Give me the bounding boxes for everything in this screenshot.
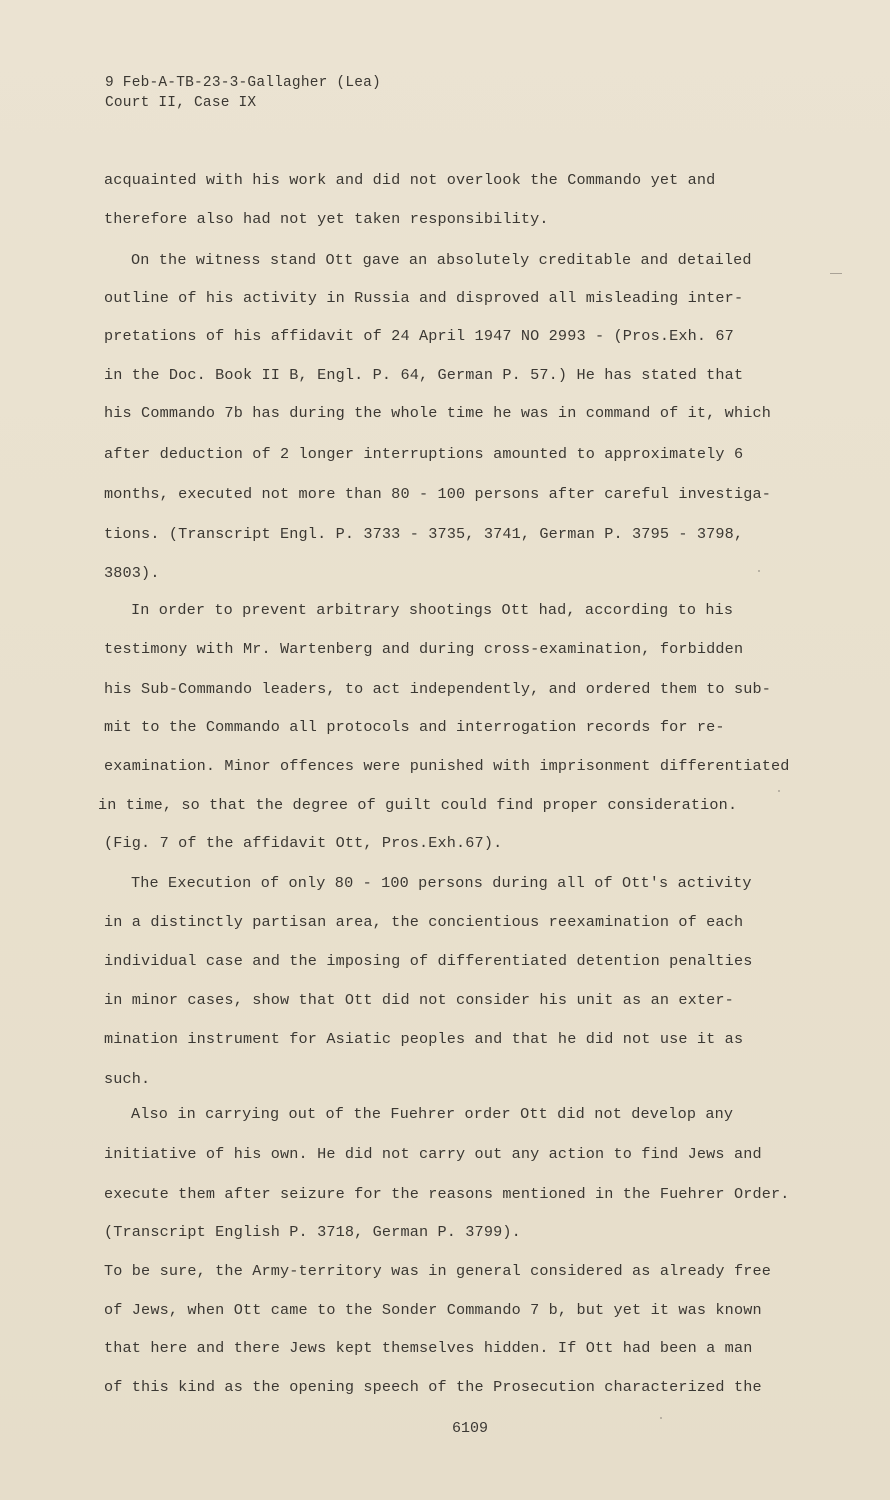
text-line: of Jews, when Ott came to the Sonder Commando 7 b, but yet it was known [104,1301,762,1319]
text-line: after deduction of 2 longer interruptions amounted to approximately 6 [104,445,744,463]
text-line: in time, so that the degree of guilt could find proper consideration. [98,796,738,814]
text-line: acquainted with his work and did not overlook the Commando yet and [104,171,716,189]
text-line: therefore also had not yet taken responsibility. [104,210,549,228]
page-number: 6109 [452,1420,489,1437]
text-line: outline of his activity in Russia and disproved all misleading inter- [104,289,744,307]
text-line: (Transcript English P. 3718, German P. 3799). [104,1223,521,1241]
paper-speck [830,273,842,274]
text-line: (Fig. 7 of the affidavit Ott, Pros.Exh.67). [104,834,503,852]
text-line: months, executed not more than 80 - 100 persons after careful investiga- [104,485,772,503]
header-court: Court II, Case IX [105,95,257,111]
text-line: of this kind as the opening speech of the Prosecution characterized the [104,1378,762,1396]
text-line: that here and there Jews kept themselves hidden. If Ott had been a man [104,1339,753,1357]
text-line: such. [104,1070,151,1088]
text-line: his Commando 7b has during the whole time he was in command of it, which [104,404,772,422]
text-line: execute them after seizure for the reasons mentioned in the Fuehrer Order. [104,1185,790,1203]
text-line: his Sub-Commando leaders, to act independently, and ordered them to sub- [104,680,772,698]
paper-speck [758,570,760,572]
paper-speck [778,790,780,792]
text-line: in minor cases, show that Ott did not consider his unit as an exter- [104,991,734,1009]
text-line: mit to the Commando all protocols and interrogation records for re- [104,718,725,736]
text-line: mination instrument for Asiatic peoples and that he did not use it as [104,1030,744,1048]
header-reference: 9 Feb-A-TB-23-3-Gallagher (Lea) [105,75,381,91]
text-line: pretations of his affidavit of 24 April 1947 NO 2993 - (Pros.Exh. 67 [104,327,734,345]
text-line: The Execution of only 80 - 100 persons during all of Ott's activity [131,874,752,892]
text-line: in the Doc. Book II B, Engl. P. 64, German P. 57.) He has stated that [104,366,744,384]
text-line: testimony with Mr. Wartenberg and during cross-examination, forbidden [104,640,744,658]
text-line: In order to prevent arbitrary shootings Ott had, according to his [131,601,734,619]
text-line: 3803). [104,564,160,582]
text-line: examination. Minor offences were punished with imprisonment differentiated [104,757,790,775]
text-line: initiative of his own. He did not carry out any action to find Jews and [104,1145,762,1163]
text-line: in a distinctly partisan area, the concientious reexamination of each [104,913,744,931]
text-line: On the witness stand Ott gave an absolutely creditable and detailed [131,251,752,269]
paper-speck [660,1417,662,1419]
text-line: To be sure, the Army-territory was in general considered as already free [104,1262,772,1280]
text-line: individual case and the imposing of differentiated detention penalties [104,952,753,970]
text-line: Also in carrying out of the Fuehrer order Ott did not develop any [131,1105,734,1123]
text-line: tions. (Transcript Engl. P. 3733 - 3735, 3741, German P. 3795 - 3798, [104,525,744,543]
